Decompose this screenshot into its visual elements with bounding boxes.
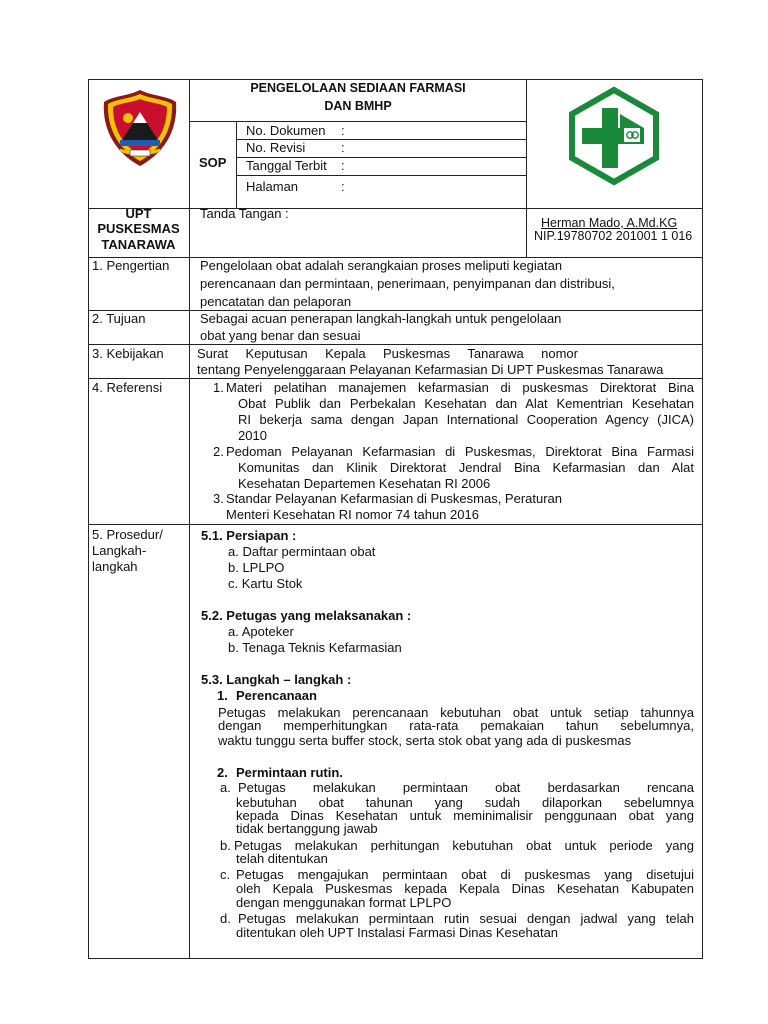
persiapan-heading: 5.1. Persiapan : [201, 528, 297, 543]
perencanaan-title: Perencanaan [236, 688, 317, 703]
referensi-line: Pedoman Pelayanan Kefarmasian di Puskesmas, Direktorat Bina Farmasi [226, 444, 694, 459]
tujuan-label: 2. Tujuan [92, 311, 146, 326]
sop-label: SOP [199, 155, 227, 170]
permintaan-line: Petugas melakukan permintaan rutin sesuai dengan jadwal yang telah [238, 911, 694, 926]
document-title-line2: DAN BMHP [324, 99, 392, 113]
field-tanggal-terbit: Tanggal Terbit [246, 158, 327, 173]
permintaan-title: Permintaan rutin. [236, 765, 343, 780]
permintaan-line: ditentukan oleh UPT Instalasi Farmasi Dinas Kesehatan [236, 925, 559, 940]
perencanaan-line: dengan memperhitungkan rata-rata pemakaian tahun sebelumnya, [218, 718, 694, 733]
perencanaan-line: waktu tunggu serta buffer stock, serta stok obat yang ada di puskesmas [218, 733, 632, 748]
permintaan-mark: a. [220, 780, 231, 795]
regional-emblem-icon [100, 88, 180, 168]
permintaan-mark: d. [220, 911, 231, 926]
permintaan-mark: c. [220, 867, 231, 882]
langkah-heading: 5.3. Langkah – langkah : [201, 672, 352, 687]
permintaan-num: 2. [217, 765, 228, 780]
field-no-dokumen: No. Dokumen [246, 123, 326, 138]
signer-name: Herman Mado, A.Md.KG [541, 216, 678, 230]
document-title-line1: PENGELOLAAN SEDIAAN FARMASI [250, 81, 466, 95]
signer-nip: NIP.19780702 201001 1 016 [534, 229, 693, 243]
permintaan-line: oleh Kepala Puskesmas kepada Kepala Dinas Kesehatan Kabupaten [236, 881, 694, 896]
referensi-line: Kesehatan Departemen Kesehatan RI 2006 [238, 476, 491, 491]
permintaan-line: telah ditentukan [236, 851, 328, 866]
referensi-line: Komunitas dan Klinik Direktorat Jendral Bina Kefarmasian dan Alat [238, 460, 694, 475]
permintaan-line: tidak bertanggung jawab [236, 821, 378, 836]
pengertian-line: Pengelolaan obat adalah serangkaian proses meliputi kegiatan [200, 258, 563, 273]
permintaan-line: Petugas mengajukan permintaan obat di puskesmas yang disetujui [236, 867, 694, 882]
permintaan-line: Petugas melakukan permintaan obat berdasarkan rencana [238, 780, 694, 795]
permintaan-mark: b. [220, 838, 231, 853]
field-no-revisi: No. Revisi [246, 140, 306, 155]
org-line2: PUSKESMAS [97, 221, 180, 236]
persiapan-item: a. Daftar permintaan obat [228, 544, 376, 559]
kebijakan-line2: tentang Penyelenggaraan Pelayanan Kefarmasian Di UPT Puskesmas Tanarawa [197, 362, 664, 377]
persiapan-item: b. LPLPO [228, 560, 285, 575]
petugas-heading: 5.2. Petugas yang melaksanakan : [201, 608, 412, 623]
pengertian-line: perencanaan dan permintaan, penerimaan, penyimpanan dan distribusi, [200, 276, 615, 291]
kebijakan-line1: Surat Keputusan Kepala Puskesmas Tanarawa nomor [197, 346, 578, 361]
referensi-line: Menteri Kesehatan RI nomor 74 tahun 2016 [226, 507, 479, 522]
referensi-num: 3. [213, 491, 224, 506]
tujuan-line: obat yang benar dan sesuai [200, 328, 361, 343]
field-no-dokumen-sep: : [341, 123, 345, 138]
field-halaman: Halaman [246, 179, 299, 194]
permintaan-line: Petugas melakukan perhitungan kebutuhan obat untuk periode yang [234, 838, 694, 853]
signature-label: Tanda Tangan : [200, 206, 289, 221]
perencanaan-num: 1. [217, 688, 228, 703]
referensi-line: Obat Publik dan Perbekalan Kesehatan dan Alat Kementrian Kesehatan [238, 396, 694, 411]
field-no-revisi-sep: : [341, 140, 345, 155]
field-halaman-sep: : [341, 179, 345, 194]
prosedur-label: Langkah- [92, 543, 147, 558]
puskesmas-logo-icon [564, 86, 664, 186]
referensi-num: 1. [213, 380, 224, 395]
org-line3: TANARAWA [101, 237, 176, 252]
field-tanggal-terbit-sep: : [341, 158, 345, 173]
prosedur-label: 5. Prosedur/ [92, 527, 163, 542]
perencanaan-line: Petugas melakukan perencanaan kebutuhan obat untuk setiap tahunnya [218, 705, 694, 720]
referensi-line: Standar Pelayanan Kefarmasian di Puskesmas, Peraturan [226, 491, 563, 506]
pengertian-line: pencatatan dan pelaporan [200, 294, 352, 309]
permintaan-line: kebutuhan obat tahunan yang sudah dilaporkan sebelumnya [236, 795, 694, 810]
kebijakan-label: 3. Kebijakan [92, 346, 164, 361]
referensi-line: RI bekerja sama dengan Japan International Cooperation Agency (JICA) [238, 412, 694, 427]
referensi-label: 4. Referensi [92, 380, 163, 395]
org-line1: UPT [125, 206, 152, 221]
permintaan-line: dengan menggunakan format LPLPO [236, 895, 452, 910]
petugas-item: a. Apoteker [228, 624, 294, 639]
tujuan-line: Sebagai acuan penerapan langkah-langkah untuk pengelolaan [200, 311, 562, 326]
referensi-num: 2. [213, 444, 224, 459]
pengertian-label: 1. Pengertian [92, 258, 170, 273]
referensi-line: 2010 [238, 428, 267, 443]
persiapan-item: c. Kartu Stok [228, 576, 303, 591]
prosedur-label: langkah [92, 559, 138, 574]
permintaan-line: kepada Dinas Kesehatan untuk meminimalisir penggunaan obat yang [236, 808, 694, 823]
referensi-line: Materi pelatihan manajemen kefarmasian di puskesmas Direktorat Bina [226, 380, 694, 395]
petugas-item: b. Tenaga Teknis Kefarmasian [228, 640, 402, 655]
